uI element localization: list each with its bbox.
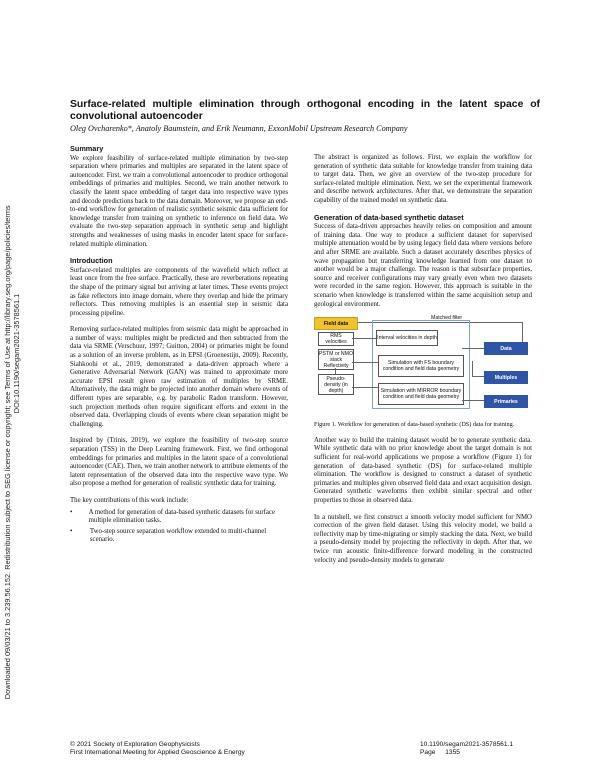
matched-filter-label: Matched filter (431, 315, 463, 322)
dataset-paragraph-1: Success of data-driven approaches heavily relies on composition and amount of training data. One way to produce a sufficient dataset for supervised multiple attenuation would be by using legacy field data where versions before and after SRME are available. Such a dataset accurately describes physics of wave propagation but transferring knowledge learned from one dataset to another would be a major challenge. The reason is that subsurface properties, source and receiver configurations may vary greatly even when two datasets were recorded in the same region. However, this approach is suitable in the scenario when knowledge is transferred within the same acquisition setup and geological environment. (314, 223, 532, 308)
arrow-fs-data (462, 348, 484, 349)
paper-title: Surface-related multiple elimination through orthogonal encoding in the latent space of convolutional autoencoder (70, 99, 540, 122)
arrow-mirror-primaries (462, 400, 484, 401)
primaries-output-box: Primaries (484, 395, 528, 408)
left-column (70, 145, 288, 547)
introduction-paragraph-3: Inspired by (Trinis, 2019), we explore the feasibility of two-step source separation (TSS) in the Deep Learning framework. First, we find orthogonal embeddings for primaries and multiples in the latent space of a convolutional autoencoder (CAE). Then, we train another network to attribute elements of the latent representation of the observed data into the respective wave type. We also propose a method for generation of realistic synthetic data for training. (70, 437, 288, 488)
footer-right (420, 741, 513, 758)
footer-left (70, 741, 245, 758)
contributions-intro: The key contributions of this work include: (70, 496, 189, 504)
simulation-mirror-box: Simulation with MIRROR boundary condition and field data geometry (378, 383, 464, 405)
summary-heading: Summary (70, 144, 104, 153)
doi-statement-line: DOI:10.1190/segam2021-3578561.1 (12, 293, 21, 414)
arrow-fs-multiples (472, 376, 484, 377)
contribution-bullet-1 (70, 509, 288, 526)
footer-doi: 10.1190/segam2021-3578561.1 (420, 741, 514, 748)
download-sidebar (0, 80, 24, 700)
author-line: Oleg Ovcharenko*, Anatoly Baumstein, and Erik Neumann, ExxonMobil Upstream Research Company (70, 124, 408, 133)
page-number: 1355 (445, 749, 460, 757)
organization-paragraph: The abstract is organized as follows. First, we explain the workflow for generation of synthetic data suitable for knowledge transfer from training data to target data. Then, we give an overview of the two-step procedure for surface-related multiple elimination. Next, we set the experimental framework and describe network architectures. After that, we demonstrate the separation capability of the trained model on synthetic data. (314, 154, 532, 204)
matched-filter-drop (522, 322, 523, 342)
contribution-text-1: A method for generation of data-based synthetic datasets for surface multiple elimination tasks. (88, 508, 275, 525)
figure-caption: Figure 1. Workflow for generation of data-based synthetic (DS) data for training. (314, 421, 515, 429)
arrow-pstm-pseudo (335, 368, 336, 374)
page-label: Page (420, 749, 436, 757)
introduction-paragraph-1: Surface-related multiples are components of the wavefield which reflect at least once from the free surface. Practically, these are reverberations repeating the shape of the primary signal but arriving at later times. These events project as fake reflectors into image domain, where they overlap and hide the primary reflectors. Thus removing multiples is an essential step in seismic data processing pipeline. (70, 266, 288, 317)
pseudo-density-box: Pseudo-density (in depth) (318, 374, 354, 395)
multiples-output-box: Multiples (484, 371, 528, 384)
simulation-fs-box: Simulation with FS boundary condition and field data geometry (378, 355, 464, 377)
field-data-box: Field data (314, 317, 358, 330)
rms-velocities-box: RMS velocities (318, 332, 354, 346)
contribution-bullet-2 (70, 528, 288, 545)
arrow-rms-interval (352, 338, 376, 339)
dataset-paragraph-2: Another way to build the training dataset would be to generate synthetic data. While synthetic data with no prior knowledge about the target domain is not sufficient for real-world applications we propose a workflow (Figure 1) for generation of data-based synthetic (DS) for surface-related multiple elimination. The workflow is designed to construct a dataset of synthetic primaries and multiples given observed field data and exact acquisition design. Generated synthetic waveforms then exhibit similar spectral and other properties to those in observed data. (314, 436, 532, 504)
right-column (314, 154, 532, 573)
arrow-fs-link (472, 361, 473, 376)
page-indicator (420, 749, 513, 757)
bullet-dot: • (70, 508, 73, 516)
meeting-line: First International Meeting for Applied Geoscience & Energy (70, 749, 245, 757)
data-output-box: Data (484, 342, 528, 355)
copyright-line: © 2021 Society of Exploration Geophysicists (70, 741, 200, 748)
introduction-paragraph-2: Removing surface-related multiples from seismic data might be approached in a number of ways: multiples might be predicted and then subtracted from the data via SRME (Verschuur, 1997; Guitton, 2004) or primaries might be found as a solution of an inverse problem, as in EPSI (Groenestijn, 2009). Recently, Siahkoohi et al., 2019, demonstrated a data-driven approach where a Generative Adversarial Network (GAN) was trained to approximate more accurate EPSI result given raw estimation of multiples by SRME. Alternatively, the data might be projected into another domain where events of different types are separable, e.g. by parabolic Radon transform. However, such projection methods often require significant efforts and extent in the observed data. Overlapping clouds of events where clean separation might be challenging. (70, 326, 288, 428)
pstm-reflectivity-box: PSTM or NMO stack Reflectivity (319, 350, 354, 369)
bullet-dot: • (70, 527, 73, 535)
arrow-pseudo-sim (352, 387, 378, 388)
workflow-diagram (314, 317, 532, 415)
interval-velocities-box: Interval velocities in depth (376, 330, 438, 346)
dataset-heading: Generation of data-based synthetic dataset (314, 212, 464, 222)
arrow-pstm-sim (352, 362, 378, 363)
dataset-paragraph-3: In a nutshell, we first construct a smooth velocity model sufficient for NMO correction of the given field dataset. Using this velocity model, we build a reflectivity map by time-migrating or simply stacking the data. Next, we build a pseudo-density model by projecting the reflectivity in depth. After that, we twice run acoustic finite-difference forward modeling in the constructed velocity and pseudo-density models to generate (314, 513, 532, 564)
contribution-text-2: Two-step source separation workflow extended to multi-channel scenario. (89, 527, 267, 544)
download-statement-line: Downloaded 09/03/21 to 3.239.56.152. Redistribution subject to SEG license or copyright; see Terms of Use at http://library.seg.org/page/policies/terms (2, 205, 12, 700)
download-statement (3, 79, 21, 699)
introduction-heading: Introduction (70, 256, 113, 266)
summary-text: We explore feasibility of surface-related multiple elimination by two-step separation where primaries and multiples are separated in the latent space of autoencoder. First, we train a convolutional autoencoder to produce orthogonal embeddings of primaries and multiples. Second, we train another network to classify the latent space embedding of target data into respective wave types and decode predictions back to the data domain. Moreover, we propose an end-to-end workflow for generation of realistic synthetic seismic data sufficient for knowledge transfer from training on synthetic to inference on field data. We evaluate the two-step separation approach in synthetic setup and highlight strengths and weaknesses of using masks in encoder latent space for surface-related multiple elimination. (70, 154, 288, 248)
